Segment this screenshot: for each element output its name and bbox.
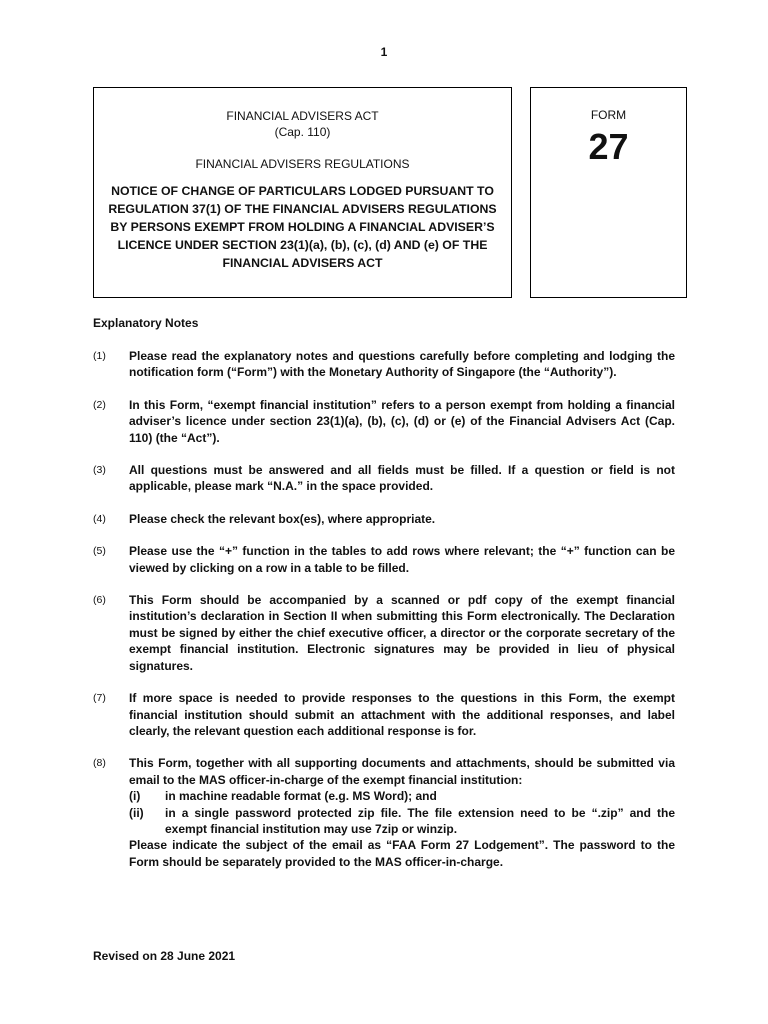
sub-item [129, 805, 675, 838]
act-cap: (Cap. 110) [274, 125, 331, 139]
sub-item [129, 788, 675, 804]
note-text: Please read the explanatory notes and questions carefully before completing and lodging the notification form (“Form”) with the Monetary Authority of Singapore (the “Authority”). [129, 349, 675, 380]
note-text: In this Form, “exempt financial institution” refers to a person exempt from holding a financial adviser’s licence under section 23(1)(a), (b), (c), (d) or (e) of the Financial Advisers Act (Cap. 110) (the “Act”). [129, 397, 675, 445]
note-text: All questions must be answered and all fields must be filled. If a question or field is not applicable, please mark “N.A.” in the space provided. [129, 463, 675, 494]
note-number: (6) [93, 594, 106, 607]
note-8-intro: This Form, together with all supporting documents and attachments, should be submitted via email to the MAS officer-in-charge of the exempt financial institution: [129, 756, 675, 787]
note-number: (5) [93, 545, 106, 558]
note-text: Please check the relevant box(es), where appropriate. [129, 511, 436, 526]
note-item [93, 511, 675, 527]
note-number: (3) [93, 464, 106, 477]
notice-title: NOTICE OF CHANGE OF PARTICULARS LODGED PURSUANT TO REGULATION 37(1) OF THE FINANCIAL ADVISERS REGULATIONS BY PERSONS EXEMPT FROM HOLDING A FINANCIAL ADVISER’S LICENCE UNDER SECTION 23(1)(a), (b), (c), (d) AND (e) OF THE FINANCIAL ADVISERS ACT [108, 184, 497, 270]
note-item [93, 592, 675, 674]
note-item [93, 348, 675, 381]
note-8-closing: Please indicate the subject of the email as “FAA Form 27 Lodgement”. The password to the Form should be separately provided to the MAS officer-in-charge. [129, 838, 675, 869]
note-item [93, 462, 675, 495]
note-text [129, 755, 675, 870]
form-label: FORM [590, 108, 627, 122]
act-title: FINANCIAL ADVISERS ACT [226, 109, 379, 123]
page-number: 1 [380, 45, 388, 59]
note-item [93, 397, 675, 446]
note-number: (8) [93, 757, 106, 770]
sub-item-text: in machine readable format (e.g. MS Word); and [165, 789, 437, 804]
note-number: (7) [93, 692, 106, 705]
title-box [93, 87, 512, 298]
note-number: (4) [93, 512, 106, 525]
sub-item-text: in a single password protected zip file. The file extension need to be “.zip” and the exempt financial institution may use 7zip or winzip. [165, 805, 675, 836]
note-item [93, 690, 675, 739]
explanatory-notes-heading: Explanatory Notes [93, 316, 199, 330]
note-item [93, 543, 675, 576]
form-number: 27 [588, 126, 629, 167]
sub-item-number: (ii) [129, 805, 144, 820]
form-box [530, 87, 687, 298]
note-text: Please use the “+” function in the tables to add rows where relevant; the “+” function can be viewed by clicking on a row in a table to be filled. [129, 544, 675, 575]
note-number: (1) [93, 350, 106, 362]
note-number: (2) [93, 398, 106, 411]
revision-date: Revised on 28 June 2021 [93, 949, 236, 963]
explanatory-notes [93, 348, 675, 886]
sub-item-number: (i) [129, 789, 141, 804]
note-text: This Form should be accompanied by a scanned or pdf copy of the exempt financial institution’s declaration in Section II when submitting this Form electronically. The Declaration must be signed by either the chief executive officer, a director or the corporate secretary of the exempt financial institution. Electronic signatures may be provided in lieu of physical signatures. [129, 593, 675, 673]
note-text: If more space is needed to provide responses to the questions in this Form, the exempt financial institution should submit an attachment with the additional responses, and label clearly, the relevant question each additional response is for. [129, 691, 675, 738]
note-item-8 [93, 755, 675, 870]
regulations-title: FINANCIAL ADVISERS REGULATIONS [195, 157, 410, 171]
